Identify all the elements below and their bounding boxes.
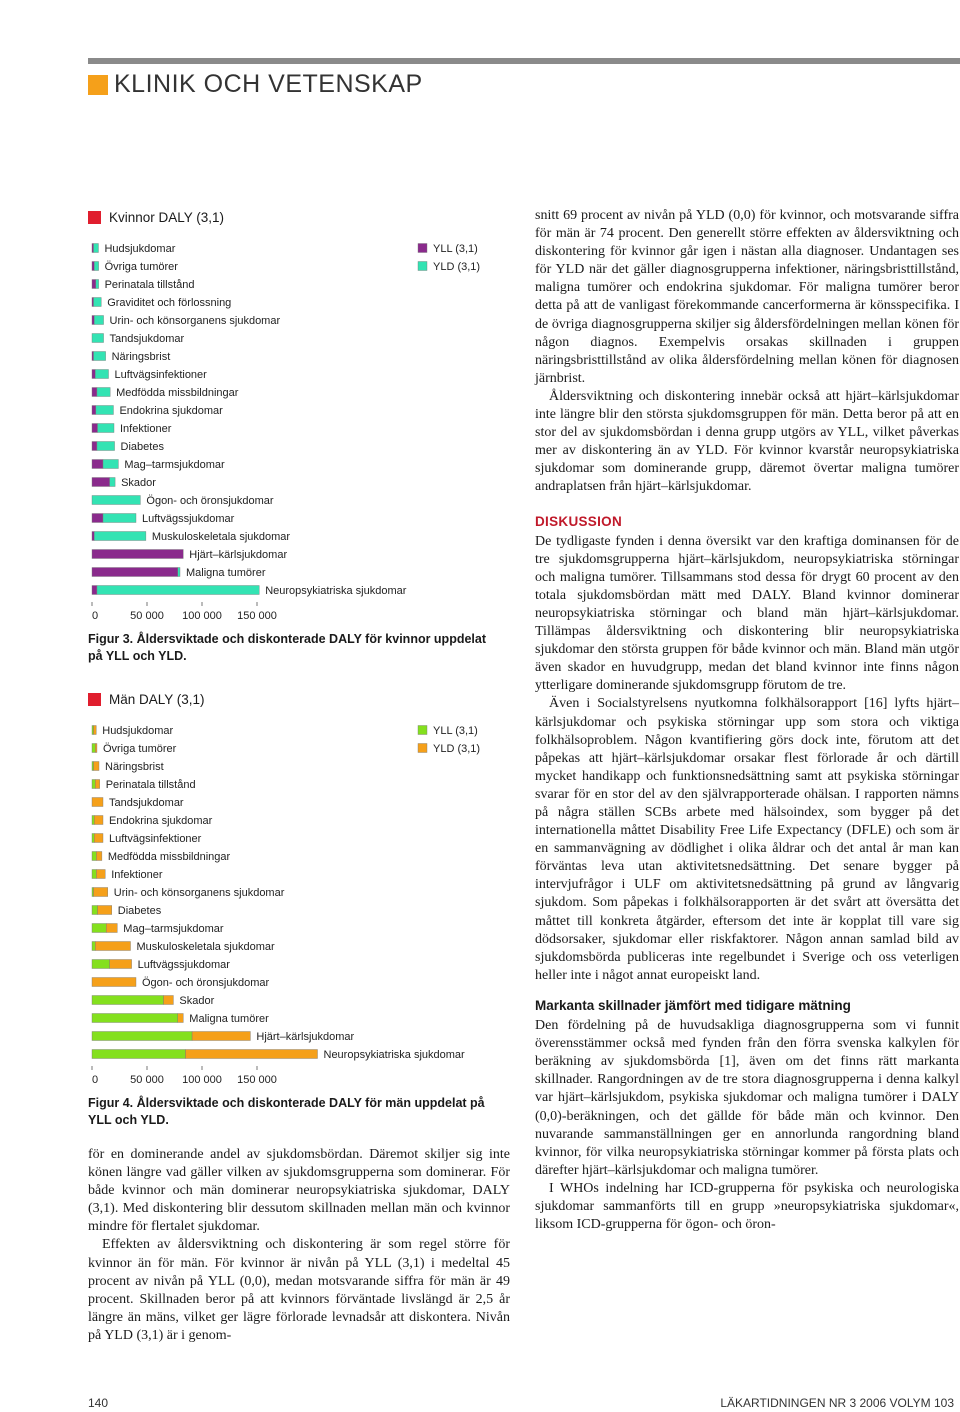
fig4-bar-yll [92,1032,192,1041]
fig4-bar-yld [94,762,100,771]
fig3-category-label: Skador [121,477,156,489]
fig4-bar-yll [92,744,95,753]
fig3-bar-yld [92,496,140,505]
fig3-bar-yll [92,532,94,541]
fig4-bar-yll [92,942,95,951]
fig3-bar-yld [178,568,180,577]
fig4-bar-yld [110,960,132,969]
fig4-bar-yll [92,780,95,789]
fig3-bar-yll [92,460,103,469]
fig3-bar-yld [94,298,102,307]
figure-3-chart [88,239,508,627]
fig3-bar-yld [96,280,99,289]
fig3-bar-yld [94,352,106,361]
fig3-category-label: Graviditet och förlossning [107,297,232,309]
fig4-category-label: Tandsjukdomar [109,797,184,809]
fig3-bar-yll [92,370,95,379]
fig4-bar-yll [92,1050,186,1059]
fig4-bar-yll [92,816,94,825]
fig4-bar-yld [164,996,174,1005]
paragraph: snitt 69 procent av nivån på YLD (0,0) för kvinnor, och motsvarande siffra för män är 74 procent. Den generellt större effekten av åldersviktning och diskontering för kvinnor går igen i nästan alla diagnoser. Undantagen ses för YLD när det gäller diagnosgrupperna infektioner, näringsbristtillstånd, maligna tumörer och endokrina sjukdomar. För maligna tumörer beror detta på att de vanligast förekommande cancerformerna är könsspecifika. I de övriga diagnosgrupperna skiljer sig åldersfördelningen mellan könen för någon diagnos. Exempelvis orsakas skillnaden i gruppen näringsbristtillstånd av olika åldersfördelning mellan könen för diagnosen järnbrist. [535,208,959,386]
fig4-category-label: Näringsbrist [105,761,164,773]
fig4-tick-label: 100 000 [182,1074,222,1086]
fig4-category-label: Övriga tumörer [102,743,177,755]
fig3-tick-label: 100 000 [182,610,222,622]
fig4-category-label: Skador [179,995,215,1007]
fig4-bar-yll [92,960,110,969]
fig3-category-label: Mag–tarmsjukdomar [124,459,225,471]
fig3-category-label: Övriga tumörer [104,261,178,273]
subsection-heading: Markanta skillnader jämfört med tidigare mätning [535,997,851,1013]
fig3-bar-yll [92,568,178,577]
fig3-category-label: Maligna tumörer [186,567,266,579]
fig3-category-label: Luftvägssjukdomar [142,513,235,525]
fig3-bar-yld [97,442,115,451]
fig3-category-label: Medfödda missbildningar [116,387,239,399]
fig3-bar-yld [94,244,99,253]
figure-3-title: Kvinnor DALY (3,1) [109,210,225,225]
fig3-svg [88,239,508,627]
fig3-category-label: Perinatala tillstånd [104,279,195,291]
fig3-bar-yld [97,586,259,595]
right-column [535,207,959,1234]
fig3-bar-yld [94,262,98,271]
fig3-category-label: Ögon- och öronsjukdomar [146,495,274,507]
fig4-bar-yld [94,816,103,825]
fig4-legend-label: YLD (3,1) [433,743,481,755]
fig3-bar-yld [94,316,103,325]
fig3-category-label: Neuropsykiatriska sjukdomar [265,585,407,597]
fig4-legend-swatch [418,744,427,753]
fig3-bar-yld [97,388,110,397]
fig3-bar-yll [92,388,97,397]
fig4-category-label: Hudsjukdomar [102,725,174,737]
fig4-category-label: Infektioner [111,869,163,881]
paragraph: I WHOs indelning har ICD-grupperna för psykiska och neurologiska sjukdomar sammanförts till en grupp »neuropsykiatriska sjukdomar«, liksom ICD-grupperna för ögon- och öron- [535,1180,959,1233]
figure-4 [88,692,508,1129]
fig4-category-label: Perinatala tillstånd [105,779,196,791]
page-number: 140 [88,1396,109,1410]
fig3-bar-yld [94,532,146,541]
fig3-tick-label: 150 000 [237,610,277,622]
fig3-bar-yld [110,478,116,487]
fig3-bar-yll [92,406,96,415]
fig3-category-label: Näringsbrist [111,351,171,363]
paragraph: för en dominerande andel av sjukdomsbördan. Däremot skiljer sig inte könen längre vad gäller vilken av sjukdomsgrupperna som dominerar. För både kvinnor och män dominerar neuropsykiatriska sjukdomar, DALY (3,1). Med diskontering blir dessutom skillnaden mellan män och kvinnor mindre för flertalet sjukdomar. [88,1147,510,1235]
fig3-bar-yll [92,262,94,271]
figure-4-chart [88,721,508,1091]
fig3-bar-yll [92,244,94,253]
paragraph: Åldersviktning och diskontering innebär också att hjärt–kärlsjukdomar inte längre blir den största sjukdomsgruppen för män. Detta beror på att en stor del av sjukdomsbördan i denna grupp utgörs av YLL, vilket påverkas mer av diskontering än av YLD. För kvinnor kvarstår neuropsykiatriska sjukdomar som dominerande grupp, däremot övertar maligna tumörer andraplatsen från hjärt–kärlsjukdomar. [535,388,959,495]
section-marker-icon [88,75,108,95]
journal-name: LÄKARTIDNINGEN NR 3 2006 VOLYM 103 [720,1396,954,1410]
figure-3-caption: Figur 3. Åldersviktade och diskonterade DALY för kvinnor uppdelat på YLL och YLD. [88,632,487,663]
fig3-category-label: Hjärt–kärlsjukdomar [189,549,288,561]
fig4-bar-yll [92,924,106,933]
fig4-category-label: Luftvägssjukdomar [137,959,230,971]
fig3-category-label: Infektioner [120,423,172,435]
fig4-legend-swatch [418,726,427,735]
fig4-bar-yld [92,978,136,987]
fig3-bar-yll [92,442,97,451]
section-title: KLINIK OCH VETENSKAP [114,70,423,98]
fig4-category-label: Maligna tumörer [189,1013,269,1025]
fig3-bar-yll [92,280,96,289]
figure-4-caption: Figur 4. Åldersviktade och diskonterade DALY för män uppdelat på YLL och YLD. [88,1096,485,1127]
fig4-bar-yld [92,798,103,807]
fig4-bar-yld [192,1032,250,1041]
fig3-category-label: Endokrina sjukdomar [119,405,223,417]
figure-4-heading [88,692,508,707]
fig3-bar-yll [92,586,97,595]
fig3-bar-yll [92,352,94,361]
fig4-category-label: Diabetes [117,905,162,917]
fig4-bar-yld [186,1050,318,1059]
fig3-bar-yll [92,550,183,559]
fig4-bar-yll [92,996,164,1005]
fig4-tick-label: 0 [92,1074,99,1086]
fig4-bar-yll [92,888,94,897]
fig3-category-label: Hudsjukdomar [104,243,176,255]
fig3-category-label: Luftvägsinfektioner [114,369,207,381]
figure-3-heading [88,210,508,225]
fig3-bar-yld [92,334,104,343]
paragraph: Den fördelning på de huvudsakliga diagnosgrupperna som vi funnit överensstämmer också med fynden från den förra svenska kalkylen för beräkning av sjukdomsbörda [1], även om det finns rätt markanta skillnader. Rangordningen av de tre stora diagnosgrupperna i denna kalkyl var hjärt–kärlsjukdom, psykiska sjukdomar och maligna tumörer i DALY (0,0)-beräkningen, och det gällde för både män och kvinnor. Den nuvarande sammanställningen ger en annorlunda rangordning bland kvinnor, för vilka neuropsykiatriska störningar kommer på första plats och därefter hjärt–kärlsjukdomar och maligna tumörer. [535,1018,959,1178]
fig4-legend-label: YLL (3,1) [433,725,478,737]
paragraph: De tydligaste fynden i denna översikt var den kraftiga dominansen för de tre sjukdomsgrupperna hjärt–kärlsjukdom, neuropsykiatriska störningar och maligna tumörer. Tillsammans stod dessa för drygt 60 procent av den totala sjukdomsbördan mätt med DALY. Bland kvinnor dominerar neuropsykiatriska störningar och bland män hjärt–kärlsjukdomar. Tillämpas åldersviktning och diskontering blir neuropsykiatriska sjukdomar den största gruppen för både kvinnor och män. Bland män utgör även skador en huvudgrupp, medan det bland kvinnor inte finns någon ytterligare dominerande sjukdomsgrupp förutom de tre. [535,533,959,694]
fig3-bar-yld [103,514,136,523]
fig3-category-label: Muskuloskeletala sjukdomar [151,531,291,543]
fig4-tick-label: 150 000 [237,1074,277,1086]
figure-3 [88,210,508,665]
discussion-heading: DISKUSSION [535,513,623,529]
fig4-category-label: Muskuloskeletala sjukdomar [136,941,275,953]
fig3-tick-label: 50 000 [130,610,164,622]
fig4-category-label: Luftvägsinfektioner [109,833,202,845]
left-column [88,1146,510,1345]
fig3-bar-yll [92,298,94,307]
fig4-bar-yll [92,906,98,915]
fig4-tick-label: 50 000 [130,1074,164,1086]
fig3-legend-label: YLD (3,1) [433,261,481,273]
figure-marker-icon [88,211,101,224]
fig3-tick-label: 0 [92,610,99,622]
fig3-legend-swatch [418,262,427,271]
fig4-bar-yld [94,726,97,735]
fig4-bar-yld [94,888,108,897]
fig4-category-label: Neuropsykiatriska sjukdomar [323,1049,465,1061]
fig4-bar-yld [96,852,102,861]
fig4-bar-yll [92,870,96,879]
fig3-category-label: Tandsjukdomar [109,333,185,345]
fig4-bar-yll [92,762,94,771]
fig4-bar-yld [95,744,97,753]
fig4-category-label: Mag–tarmsjukdomar [123,923,224,935]
fig4-bar-yld [178,1014,184,1023]
fig3-bar-yld [96,406,114,415]
fig3-bar-yll [92,478,110,487]
fig4-bar-yll [92,852,96,861]
fig4-bar-yll [92,1014,178,1023]
paragraph: Effekten av åldersviktning och diskontering är som regel större för kvinnor än för män. För kvinnor är nivån på YLL (3,1) i medeltal 45 procent av nivån på YLL (0,0), medan motsvarande siffra för män är 49 procent. Skillnaden beror på att kvinnors förväntade livslängd är 2,5 år längre än mäns, vilket ger lägre förlorade levnadsår att diskontera. Nivån på YLD (3,1) är i genom- [88,1237,510,1343]
fig3-bar-yld [95,370,108,379]
fig4-category-label: Ögon- och öronsjukdomar [142,977,270,989]
fig4-category-label: Hjärt–kärlsjukdomar [256,1031,355,1043]
section-header [88,70,423,99]
fig4-bar-yld [95,780,99,789]
fig3-bar-yll [92,514,103,523]
figure-4-title: Män DALY (3,1) [109,692,205,707]
fig4-bar-yll [92,834,94,843]
fig3-bar-yld [98,424,115,433]
fig4-category-label: Urin- och könsorganens sjukdomar [113,887,285,899]
fig3-bar-yll [92,316,94,325]
fig4-bar-yll [92,726,94,735]
fig3-category-label: Diabetes [120,441,164,453]
fig3-legend-label: YLL (3,1) [433,243,478,255]
fig4-bar-yld [106,924,117,933]
fig3-bar-yll [92,424,98,433]
fig4-bar-yld [98,906,112,915]
fig4-svg [88,721,508,1091]
fig4-bar-yld [94,834,103,843]
figure-marker-icon [88,693,101,706]
fig3-legend-swatch [418,244,427,253]
fig3-category-label: Urin- och könsorganens sjukdomar [109,315,281,327]
header-rule [88,58,960,64]
fig4-bar-yld [95,942,130,951]
fig3-bar-yld [103,460,118,469]
fig4-bar-yld [96,870,105,879]
fig4-category-label: Medfödda missbildningar [107,851,231,863]
fig4-category-label: Endokrina sjukdomar [109,815,213,827]
paragraph: Även i Socialstyrelsens nyutkomna folkhälsorapport [16] lyfts hjärt–kärlsjukdomar och psykiska störningar upp som stora och viktiga folkhälsoproblem. Någon kvantifiering görs dock inte, förutom att det påpekas att hjärt–kärlsjukdomar orsakar flest förlorade år och därtill mycket handikapp och funktionsnedsättning samt att psykiska störningar svarar för en stor del av den självrapporterade ohälsan. I rapporten nämns på några ställen SCBs arbete med hälsoindex, som bygger på det internationella måttet Disability Free Life Expectancy (DFLE) och som är en sammanvägning av dödlighet i olika åldrar och det antal år man kan förväntas leva utan aktivitetsnedsättning. Det senare bygger på intervjufrågor i ULF om aktivitetsnedsättning på grund av långvarig sjukdom. Som påpekas i folkhälsorapporten är det svårt att översätta det måttet till konkreta åtgärder, eftersom det inte är kopplat till vare sig dödsorsaker, sjukdomar eller riskfaktorer. Någon annan samlad bild av sjukdomsbörda publiceras inte regelbundet i Sverige och oss veterligen heller inte i något annat europeiskt land. [535,696,959,983]
